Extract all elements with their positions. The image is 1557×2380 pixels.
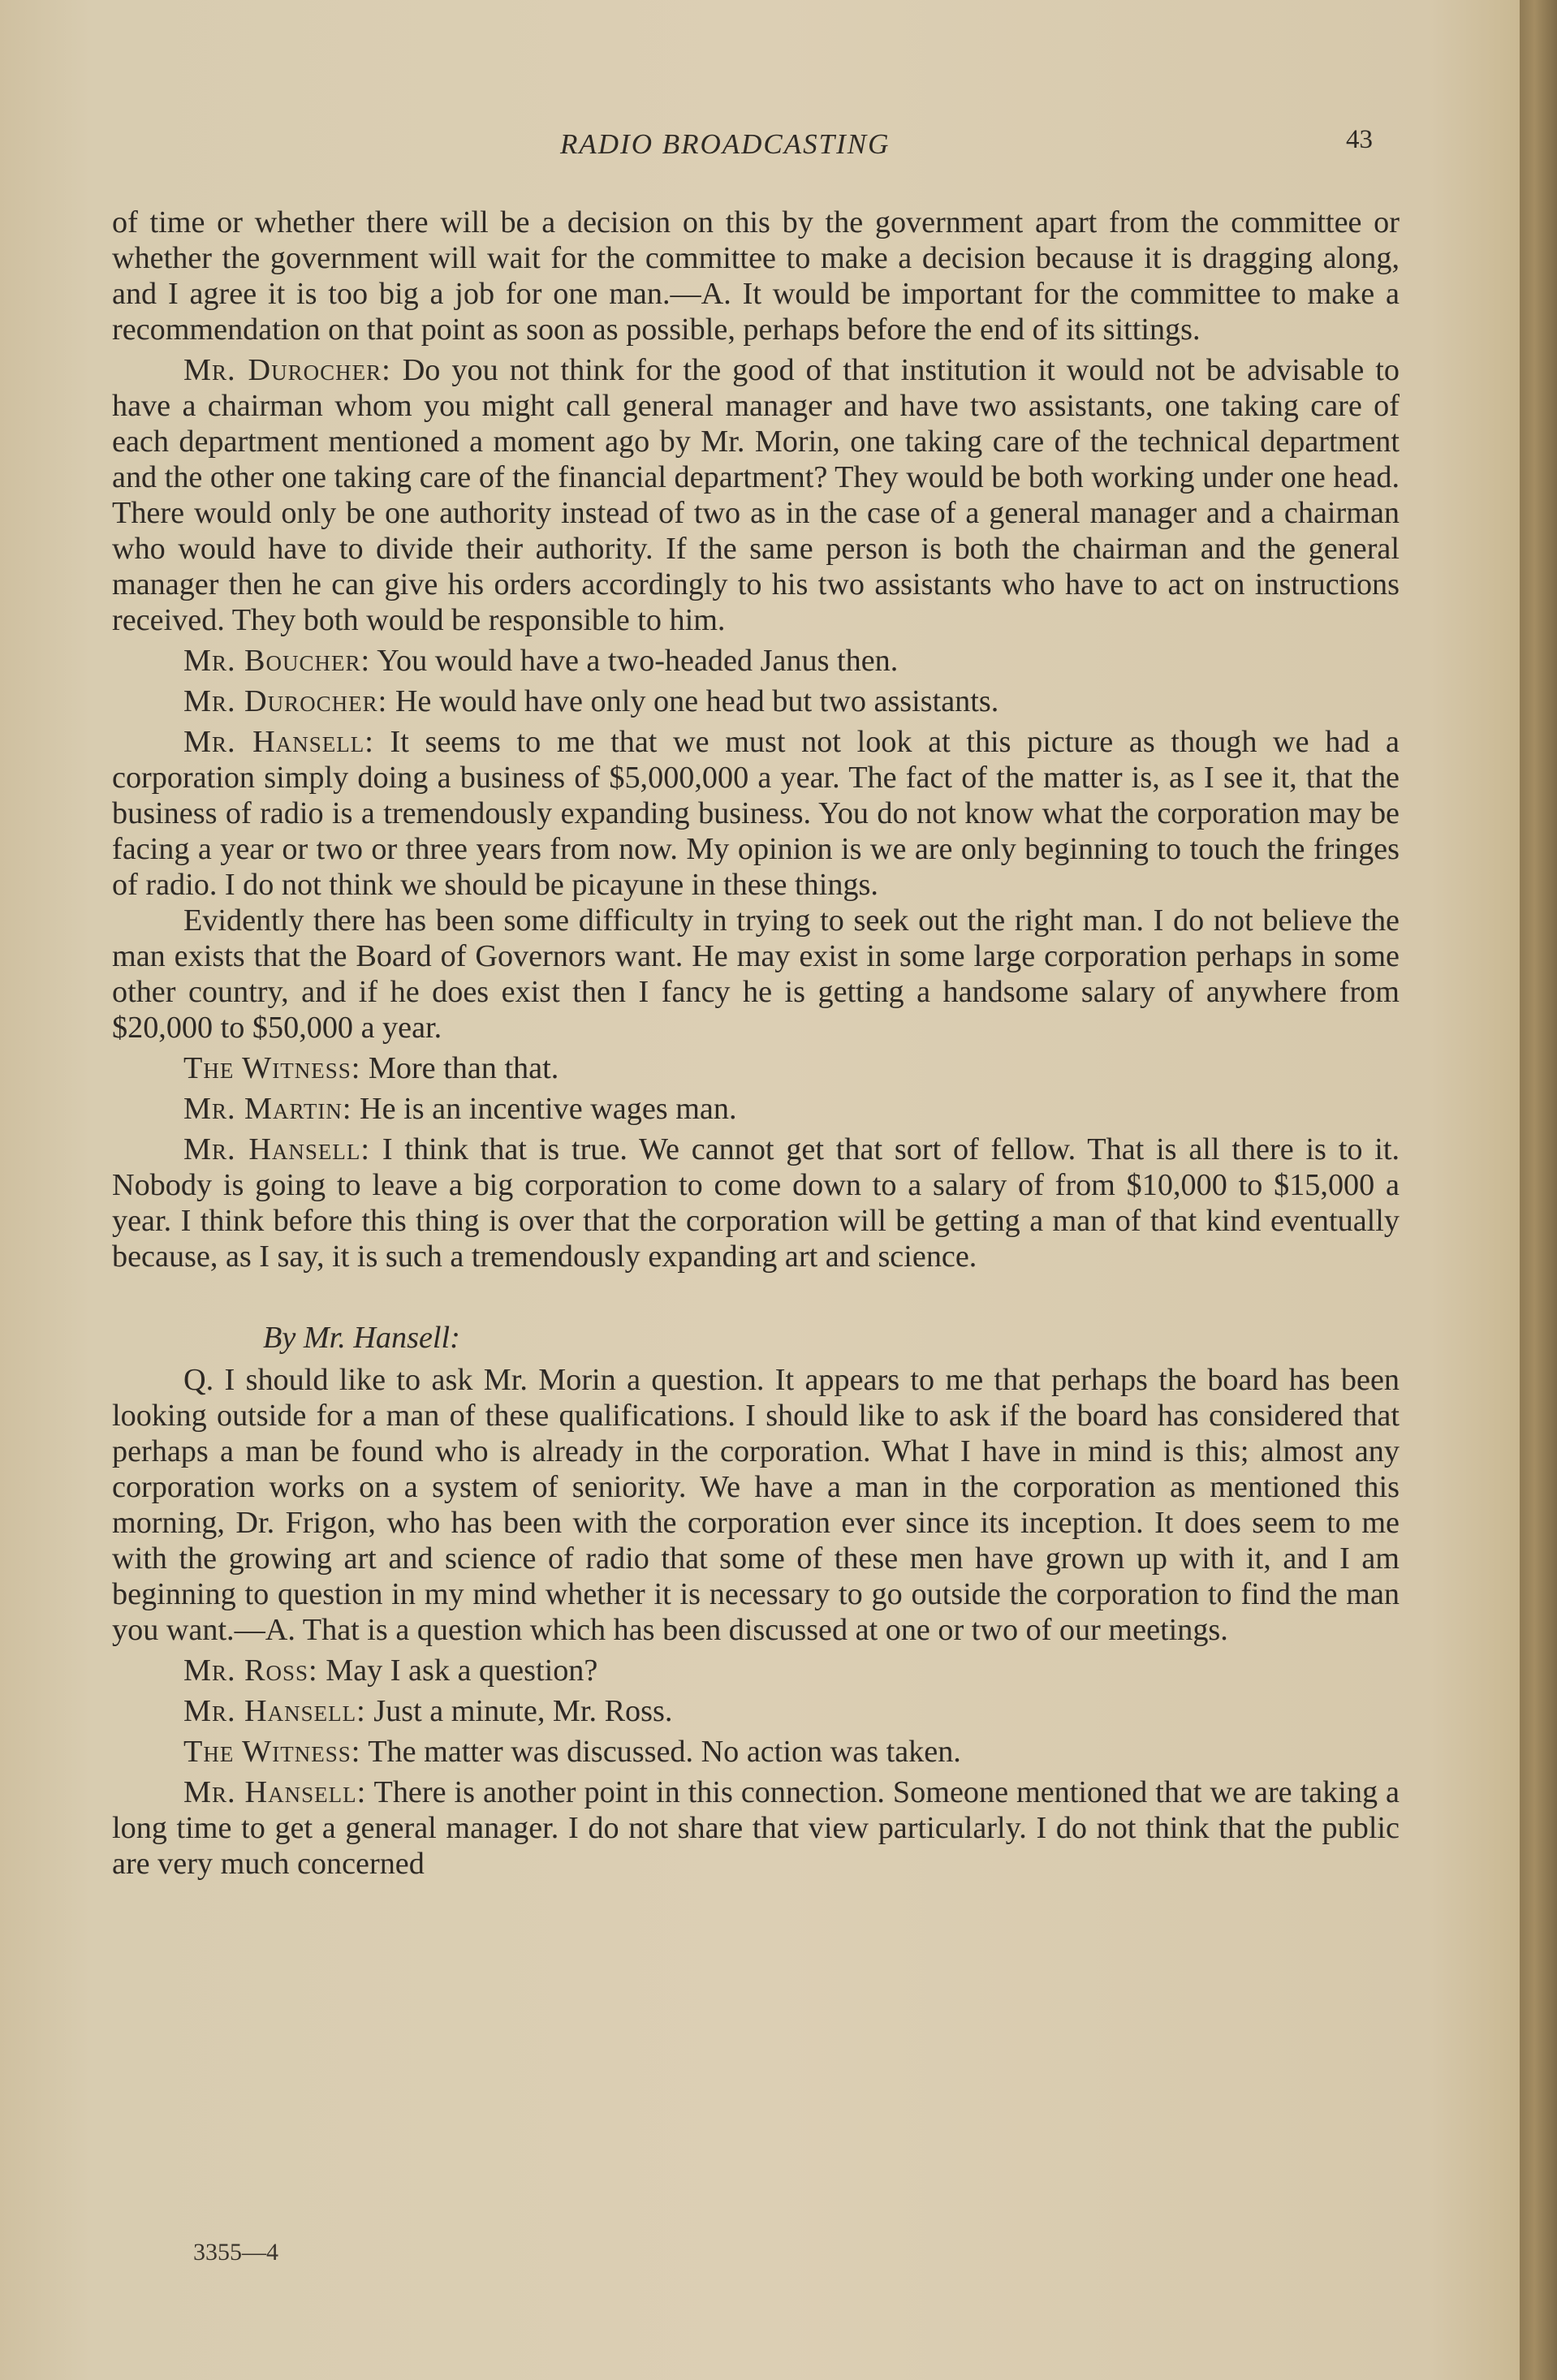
questioner-byline: By Mr. Hansell: bbox=[263, 1321, 460, 1355]
book-binding-edge bbox=[1520, 0, 1557, 2380]
paragraph bbox=[112, 1132, 1400, 1274]
speaker-name: Mr. Hansell: bbox=[183, 725, 374, 759]
speaker-name: Mr. Durocher: bbox=[183, 684, 388, 718]
transcript-body bbox=[112, 205, 1400, 1882]
page-header bbox=[0, 125, 1520, 169]
speaker-name: Mr. Boucher: bbox=[183, 644, 371, 678]
paragraph-text: Just a minute, Mr. Ross. bbox=[373, 1694, 673, 1728]
paragraph bbox=[112, 1774, 1400, 1882]
paragraph-text: I think that is true. We cannot get that sort of fellow. That is all there is to it. Nobody is going to leave a big corporation to come down to a salary of from $10,000 to $15,000 a year. I think before this thing is over that the corporation will be getting a man of that kind eventually because, as I say, it is such a tremendously expanding art and science. bbox=[112, 1132, 1400, 1274]
paragraph-text: Evidently there has been some difficulty in trying to seek out the right man. I do not believe the man exists that the Board of Governors want. He may exist in some large corporation perhaps in some other country, and if he does exist then I fancy he is getting a handsome salary of anywhere from $20,000 to $50,000 a year. bbox=[112, 903, 1400, 1045]
paragraph-text: Do you not think for the good of that institution it would not be advisable to have a chairman whom you might call general manager and have two assistants, one taking care of each department mentioned a moment ago by Mr. Morin, one taking care of the technical department and the other one taking care of the financial department? They would be both working under one head. There would only be one authority instead of two as in the case of a general manager and a chairman who would have to divide their authority. If the same person is both the chairman and the general manager then he can give his orders accordingly to his two assistants who have to act on instructions received. They both would be responsible to him. bbox=[112, 353, 1400, 637]
speaker-name: Mr. Durocher: bbox=[183, 353, 391, 387]
paragraph-text: You would have a two-headed Janus then. bbox=[377, 644, 899, 678]
speaker-name: Mr. Hansell: bbox=[183, 1775, 367, 1809]
paragraph bbox=[112, 903, 1400, 1046]
speaker-name: The Witness: bbox=[183, 1051, 361, 1085]
signature-code: 3355—4 bbox=[193, 2239, 278, 2266]
page-number: 43 bbox=[1346, 125, 1373, 154]
paragraph-text: May I ask a question? bbox=[326, 1653, 598, 1688]
paragraph-text: He would have only one head but two assistants. bbox=[395, 684, 999, 718]
speaker-name: Mr. Ross: bbox=[183, 1653, 318, 1688]
paragraph bbox=[112, 1693, 1400, 1729]
paragraph bbox=[112, 1653, 1400, 1688]
paragraph-text: He is an incentive wages man. bbox=[360, 1092, 737, 1126]
paragraph-text: of time or whether there will be a decision on this by the government apart from the committee or whether the government will wait for the committee to make a decision because it is dragging along, and I agree it is too big a job for one man.—A. It would be important for the committee to make a recommendation on that point as soon as possible, perhaps before the end of its sittings. bbox=[112, 205, 1400, 347]
paragraph bbox=[112, 1362, 1400, 1648]
paragraph-text: More than that. bbox=[368, 1051, 559, 1085]
paragraph bbox=[112, 1091, 1400, 1127]
paragraph bbox=[112, 352, 1400, 638]
paragraph bbox=[112, 683, 1400, 719]
paragraph-text: Q. I should like to ask Mr. Morin a question. It appears to me that perhaps the board has been looking outside for a man of these qualifications. I should like to ask if the board has considered that perhaps a man be found who is already in the corporation. What I have in mind is this; almost any corporation works on a system of seniority. We have a man in the corporation as mentioned this morning, Dr. Frigon, who has been with the corporation ever since its inception. It does seem to me with the growing art and science of radio that some of these men have grown up with it, and I am beginning to question in my mind whether it is necessary to go outside the corporation to find the man you want.—A. That is a question which has been discussed at one or two of our meetings. bbox=[112, 1363, 1400, 1647]
paragraph bbox=[112, 205, 1400, 347]
speaker-name: Mr. Hansell: bbox=[183, 1132, 370, 1166]
paragraph bbox=[112, 724, 1400, 903]
paragraph bbox=[112, 643, 1400, 679]
speaker-name: Mr. Hansell: bbox=[183, 1694, 366, 1728]
running-title: RADIO BROADCASTING bbox=[560, 128, 891, 160]
paragraph-text: There is another point in this connection. Someone mentioned that we are taking a long time to get a general manager. I do not share that view particularly. I do not think that the public are very much concerned bbox=[112, 1775, 1400, 1881]
paragraph bbox=[112, 1734, 1400, 1770]
paragraph-text: The matter was discussed. No action was taken. bbox=[368, 1735, 961, 1769]
paragraph-text: It seems to me that we must not look at this picture as though we had a corporation simply doing a business of $5,000,000 a year. The fact of the matter is, as I see it, that the business of radio is a tremendously expanding business. You do not know what the corporation may be facing a year or two or three years from now. My opinion is we are only beginning to touch the fringes of radio. I do not think we should be picayune in these things. bbox=[112, 725, 1400, 902]
speaker-name: Mr. Martin: bbox=[183, 1092, 352, 1126]
speaker-name: The Witness: bbox=[183, 1735, 361, 1769]
paragraph bbox=[112, 1050, 1400, 1086]
